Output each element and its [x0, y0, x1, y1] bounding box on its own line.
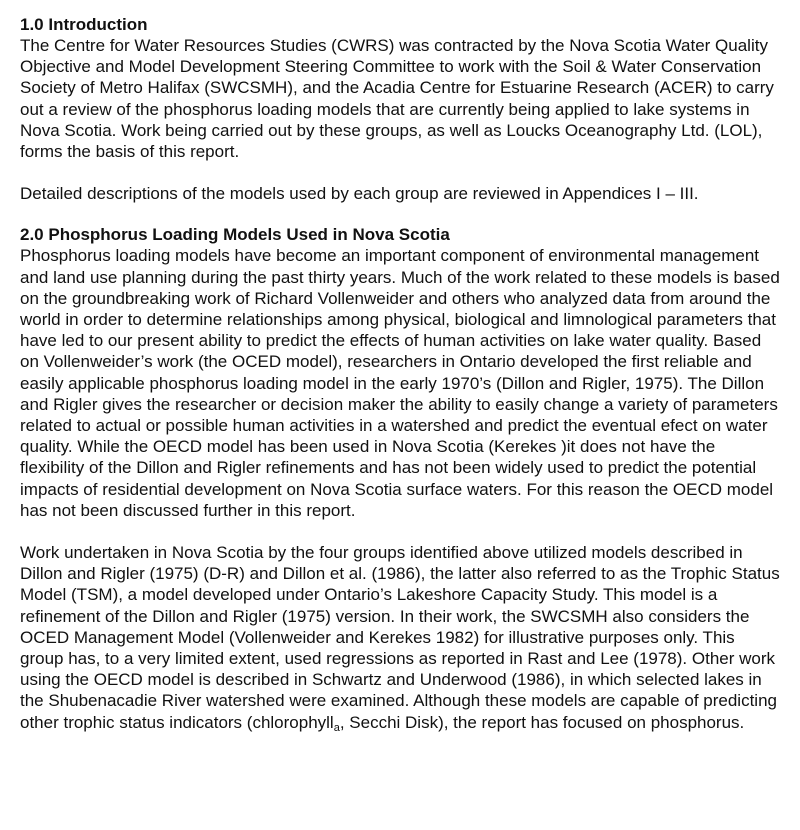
appendices-paragraph: Detailed descriptions of the models used by each group are reviewed in Appendices I – III.	[20, 184, 699, 204]
work-undertaken-text-end: , Secchi Disk), the report has focused on phosphorus.	[339, 712, 745, 732]
phosphorus-models-paragraph: Phosphorus loading models have become an important component of environmental management and land use planning during the past thirty years. Much of the work related to these models is based on the groundbreaking work of Richard Vollenweider and others who analyzed data from around the world in order to determine relationships among physical, biological and limnological parameters that have led to our present ability to predict the effects of human activities on lake water quality. Based on Vollenweider’s work (the OCED model), researchers in Ontario developed the first reliable and easily applicable phosphorus loading model in the early 1970’s (Dillon and Rigler, 1975). The Dillon and Rigler gives the researcher or decision maker the ability to easily change a variety of parameters related to actual or possible human activities in a watershed and predict the eventual efect on water quality. While the OECD model has been used in Nova Scotia (Kerekes )it does not have the flexibility of the Dillon and Rigler refinements and has not been widely used to predict the potential impacts of residential development on Nova Scotia surface waters. For this reason the OECD model has not been discussed further in this report.	[20, 246, 780, 520]
section-heading-phosphorus-models: 2.0 Phosphorus Loading Models Used in Nova Scotia	[20, 225, 450, 245]
section-introduction	[20, 14, 782, 204]
chlorophyll-subscript: a	[333, 721, 340, 734]
work-undertaken-text: Work undertaken in Nova Scotia by the four groups identified above utilized models described in Dillon and Rigler (1975) (D-R) and Dillon et al. (1986), the latter also referred to as the Trophic Status Model (TSM), a model developed under Ontario’s Lakeshore Capacity Study. This model is a refinement of the Dillon and Rigler (1975) version. In their work, the SWCSMH also considers the OCED Management Model (Vollenweider and Kerekes 1982) for illustrative purposes only. This group has, to a very limited extent, used regressions as reported in Rast and Lee (1978). Other work using the OECD model is described in Schwartz and Underwood (1986), in which selected lakes in the Shubenacadie River watershed were examined. Although these models are capable of predicting other trophic status indicators (chlorophyll	[20, 543, 780, 732]
section-phosphorus-models	[20, 224, 782, 732]
section-heading-introduction: 1.0 Introduction	[20, 15, 148, 34]
intro-paragraph: The Centre for Water Resources Studies (CWRS) was contracted by the Nova Scotia Water Quality Objective and Model Development Steering Committee to work with the Soil & Water Conservation Society of Metro Halifax (SWCSMH), and the Acadia Centre for Estuarine Research (ACER) to carry out a review of the phosphorus loading models that are currently being applied to lake systems in Nova Scotia. Work being carried out by these groups, as well as Loucks Oceanography Ltd. (LOL), forms the basis of this report.	[20, 36, 774, 162]
work-undertaken-paragraph	[20, 542, 782, 733]
